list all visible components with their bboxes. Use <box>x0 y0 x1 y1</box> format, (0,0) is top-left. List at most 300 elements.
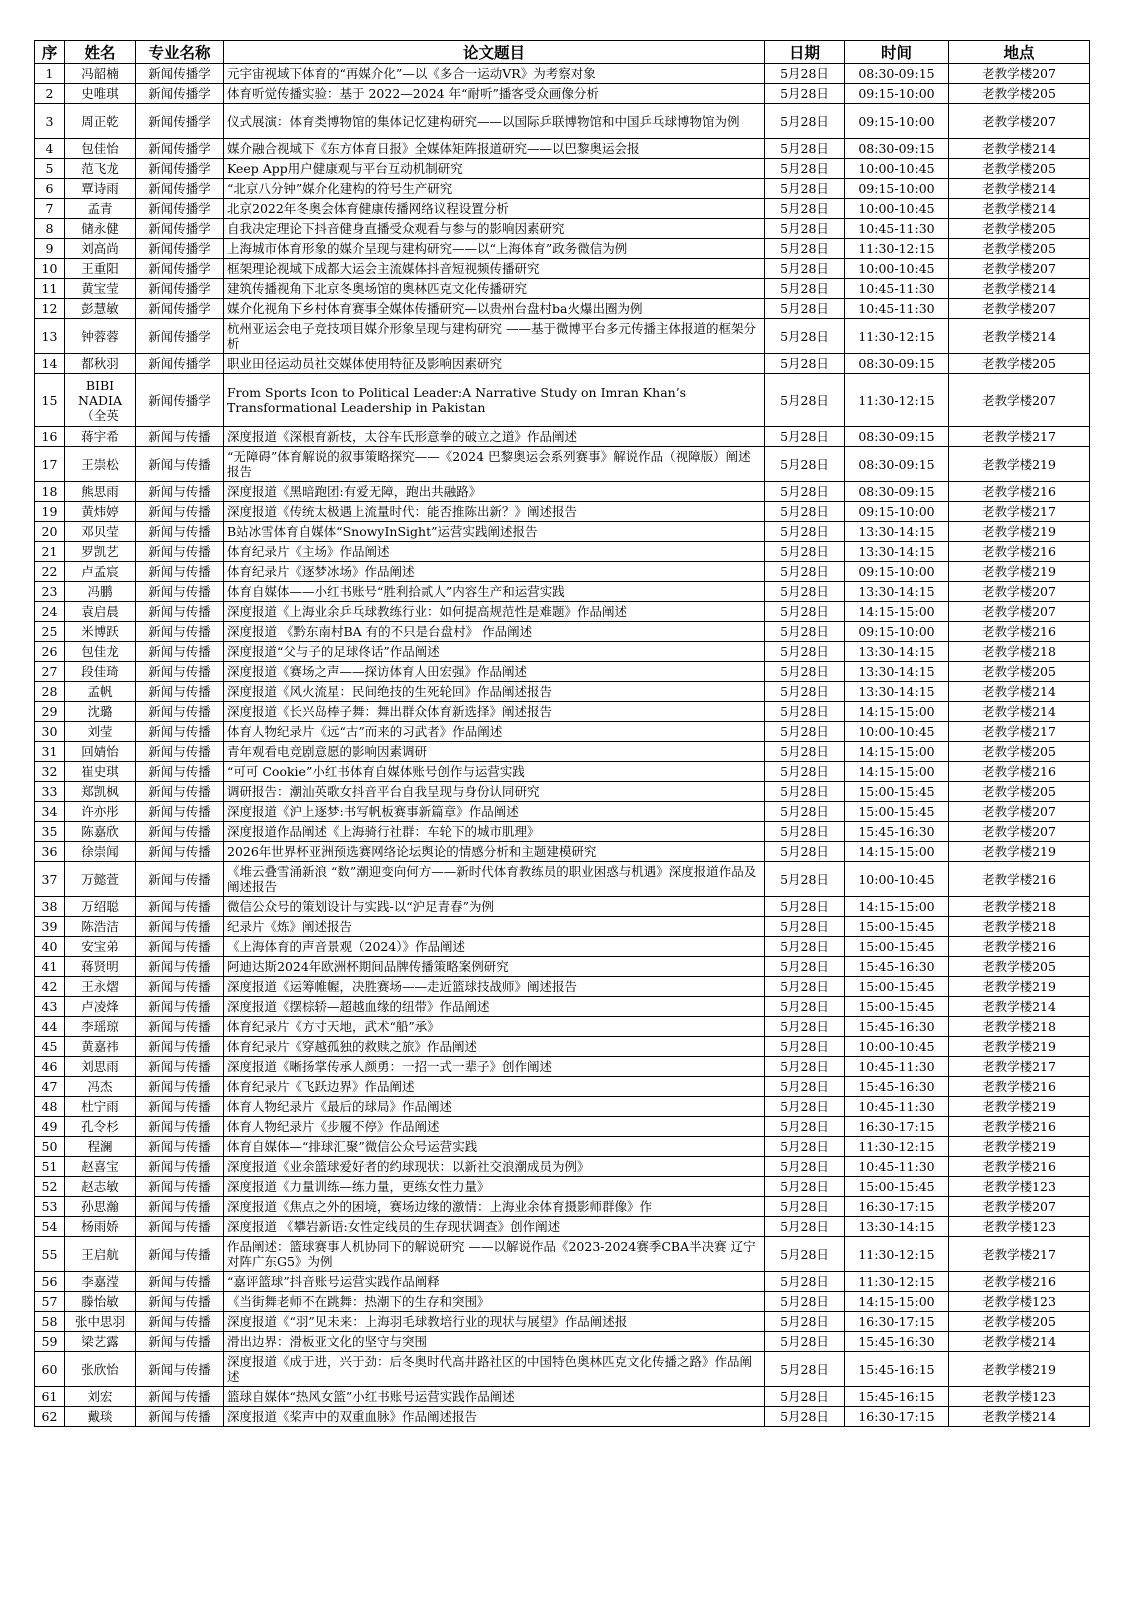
table-row <box>35 447 1090 482</box>
table-row <box>35 279 1090 299</box>
student-name: 覃诗雨 <box>65 179 136 199</box>
student-name: 包佳龙 <box>65 642 136 662</box>
row-number: 31 <box>35 742 65 762</box>
major-name: 新闻与传播 <box>136 822 224 842</box>
defense-location: 老教学楼219 <box>949 1097 1090 1117</box>
row-number: 20 <box>35 522 65 542</box>
thesis-title: 深度报道 《黔东南村BA 有的不只是台盘村》 作品阐述 <box>224 622 765 642</box>
defense-time: 10:00-10:45 <box>845 862 949 897</box>
defense-location: 老教学楼205 <box>949 354 1090 374</box>
defense-date: 5月28日 <box>765 1312 845 1332</box>
major-name: 新闻传播学 <box>136 299 224 319</box>
defense-location: 老教学楼219 <box>949 562 1090 582</box>
defense-date: 5月28日 <box>765 1197 845 1217</box>
student-name: 孙思瀚 <box>65 1197 136 1217</box>
defense-location: 老教学楼123 <box>949 1217 1090 1237</box>
table-row <box>35 702 1090 722</box>
student-name: 冯杰 <box>65 1077 136 1097</box>
student-name: 袁启晨 <box>65 602 136 622</box>
defense-date: 5月28日 <box>765 447 845 482</box>
defense-time: 15:00-15:45 <box>845 802 949 822</box>
thesis-title: 深度报道《深根育新枝，太谷车氏形意拳的破立之道》作品阐述 <box>224 427 765 447</box>
table-row <box>35 179 1090 199</box>
defense-date: 5月28日 <box>765 642 845 662</box>
student-name: 段佳琦 <box>65 662 136 682</box>
major-name: 新闻与传播 <box>136 562 224 582</box>
student-name: 冯韶楠 <box>65 64 136 84</box>
row-number: 41 <box>35 957 65 977</box>
defense-date: 5月28日 <box>765 84 845 104</box>
table-row <box>35 562 1090 582</box>
table-row <box>35 1272 1090 1292</box>
thesis-title: 上海城市体育形象的媒介呈现与建构研究——以“上海体育”政务微信为例 <box>224 239 765 259</box>
major-name: 新闻与传播 <box>136 1077 224 1097</box>
defense-location: 老教学楼219 <box>949 1037 1090 1057</box>
table-row <box>35 802 1090 822</box>
student-name: 赵志敏 <box>65 1177 136 1197</box>
defense-time: 08:30-09:15 <box>845 427 949 447</box>
row-number: 15 <box>35 374 65 427</box>
defense-time: 16:30-17:15 <box>845 1312 949 1332</box>
defense-date: 5月28日 <box>765 1097 845 1117</box>
defense-location: 老教学楼218 <box>949 917 1090 937</box>
defense-time: 15:00-15:45 <box>845 1177 949 1197</box>
major-name: 新闻与传播 <box>136 782 224 802</box>
major-name: 新闻与传播 <box>136 722 224 742</box>
table-row <box>35 1352 1090 1387</box>
row-number: 36 <box>35 842 65 862</box>
defense-date: 5月28日 <box>765 562 845 582</box>
header-time: 时间 <box>845 41 949 64</box>
defense-date: 5月28日 <box>765 997 845 1017</box>
major-name: 新闻与传播 <box>136 682 224 702</box>
defense-location: 老教学楼216 <box>949 1077 1090 1097</box>
defense-location: 老教学楼205 <box>949 782 1090 802</box>
defense-location: 老教学楼214 <box>949 139 1090 159</box>
defense-time: 09:15-10:00 <box>845 179 949 199</box>
student-name: 万懿萱 <box>65 862 136 897</box>
row-number: 27 <box>35 662 65 682</box>
defense-time: 15:45-16:30 <box>845 1077 949 1097</box>
defense-time: 08:30-09:15 <box>845 447 949 482</box>
row-number: 22 <box>35 562 65 582</box>
defense-time: 15:00-15:45 <box>845 997 949 1017</box>
thesis-title: 体育听觉传播实验：基于 2022—2024 年“耐听”播客受众画像分析 <box>224 84 765 104</box>
student-name: 罗凯艺 <box>65 542 136 562</box>
student-name: 蒋贤明 <box>65 957 136 977</box>
defense-time: 15:45-16:30 <box>845 1017 949 1037</box>
defense-location: 老教学楼123 <box>949 1177 1090 1197</box>
major-name: 新闻与传播 <box>136 1237 224 1272</box>
defense-time: 09:15-10:00 <box>845 562 949 582</box>
defense-date: 5月28日 <box>765 897 845 917</box>
table-row <box>35 84 1090 104</box>
thesis-title: 深度报道《传统太极遇上流量时代：能否推陈出新？》阐述报告 <box>224 502 765 522</box>
defense-time: 11:30-12:15 <box>845 1137 949 1157</box>
major-name: 新闻传播学 <box>136 259 224 279</box>
row-number: 18 <box>35 482 65 502</box>
defense-time: 14:15-15:00 <box>845 702 949 722</box>
row-number: 12 <box>35 299 65 319</box>
major-name: 新闻与传播 <box>136 1332 224 1352</box>
student-name: BIBI NADIA（全英 <box>65 374 136 427</box>
table-row <box>35 239 1090 259</box>
thesis-title: 青年观看电竞剧意愿的影响因素调研 <box>224 742 765 762</box>
major-name: 新闻传播学 <box>136 319 224 354</box>
table-row <box>35 1117 1090 1137</box>
thesis-title: 北京2022年冬奥会体育健康传播网络议程设置分析 <box>224 199 765 219</box>
defense-location: 老教学楼216 <box>949 862 1090 897</box>
defense-time: 10:45-11:30 <box>845 1157 949 1177</box>
major-name: 新闻传播学 <box>136 239 224 259</box>
defense-time: 15:45-16:15 <box>845 1387 949 1407</box>
table-row <box>35 64 1090 84</box>
defense-date: 5月28日 <box>765 104 845 139</box>
defense-date: 5月28日 <box>765 682 845 702</box>
table-row <box>35 1017 1090 1037</box>
defense-date: 5月28日 <box>765 374 845 427</box>
thesis-title: 深度报道 《攀岩新语:女性定线员的生存现状调查》创作阐述 <box>224 1217 765 1237</box>
row-number: 55 <box>35 1237 65 1272</box>
student-name: 蒋宇希 <box>65 427 136 447</box>
header-row <box>35 41 1090 64</box>
major-name: 新闻与传播 <box>136 1292 224 1312</box>
thesis-title: 职业田径运动员社交媒体使用特征及影响因素研究 <box>224 354 765 374</box>
defense-time: 10:45-11:30 <box>845 219 949 239</box>
defense-time: 15:00-15:45 <box>845 937 949 957</box>
student-name: 史唯琪 <box>65 84 136 104</box>
thesis-title: 体育人物纪录片《步履不停》作品阐述 <box>224 1117 765 1137</box>
defense-location: 老教学楼214 <box>949 1407 1090 1427</box>
defense-location: 老教学楼219 <box>949 522 1090 542</box>
thesis-title: “无障碍”体育解说的叙事策略探究——《2024 巴黎奥运会系列赛事》解说作品（视障版）阐述报告 <box>224 447 765 482</box>
thesis-title: 体育纪录片《逐梦冰场》作品阐述 <box>224 562 765 582</box>
student-name: 卢孟宸 <box>65 562 136 582</box>
defense-location: 老教学楼207 <box>949 582 1090 602</box>
thesis-title: 深度报道“父与子的足球佟话”作品阐述 <box>224 642 765 662</box>
major-name: 新闻与传播 <box>136 862 224 897</box>
student-name: 回婧怡 <box>65 742 136 762</box>
defense-date: 5月28日 <box>765 1332 845 1352</box>
defense-date: 5月28日 <box>765 662 845 682</box>
table-row <box>35 1292 1090 1312</box>
student-name: 张中思羽 <box>65 1312 136 1332</box>
defense-location: 老教学楼219 <box>949 447 1090 482</box>
defense-date: 5月28日 <box>765 582 845 602</box>
row-number: 19 <box>35 502 65 522</box>
defense-date: 5月28日 <box>765 917 845 937</box>
defense-time: 10:45-11:30 <box>845 279 949 299</box>
row-number: 2 <box>35 84 65 104</box>
student-name: 卢凌烽 <box>65 997 136 1017</box>
row-number: 57 <box>35 1292 65 1312</box>
defense-time: 13:30-14:15 <box>845 1217 949 1237</box>
major-name: 新闻与传播 <box>136 742 224 762</box>
defense-location: 老教学楼217 <box>949 427 1090 447</box>
student-name: 包佳怡 <box>65 139 136 159</box>
defense-time: 10:45-11:30 <box>845 1057 949 1077</box>
row-number: 29 <box>35 702 65 722</box>
student-name: 程澜 <box>65 1137 136 1157</box>
major-name: 新闻与传播 <box>136 622 224 642</box>
table-row <box>35 782 1090 802</box>
table-row <box>35 842 1090 862</box>
defense-date: 5月28日 <box>765 1272 845 1292</box>
defense-date: 5月28日 <box>765 702 845 722</box>
defense-location: 老教学楼214 <box>949 199 1090 219</box>
major-name: 新闻与传播 <box>136 897 224 917</box>
defense-date: 5月28日 <box>765 1237 845 1272</box>
major-name: 新闻传播学 <box>136 84 224 104</box>
defense-location: 老教学楼214 <box>949 279 1090 299</box>
header-place: 地点 <box>949 41 1090 64</box>
defense-date: 5月28日 <box>765 319 845 354</box>
thesis-title: 作品阐述：篮球赛事人机协同下的解说研究 ——以解说作品《2023-2024赛季CBA半决赛 辽宁对阵广东G5》为例 <box>224 1237 765 1272</box>
row-number: 51 <box>35 1157 65 1177</box>
row-number: 61 <box>35 1387 65 1407</box>
thesis-title: 自我决定理论下抖音健身直播受众观看与参与的影响因素研究 <box>224 219 765 239</box>
row-number: 58 <box>35 1312 65 1332</box>
row-number: 46 <box>35 1057 65 1077</box>
major-name: 新闻与传播 <box>136 447 224 482</box>
student-name: 周正乾 <box>65 104 136 139</box>
defense-location: 老教学楼207 <box>949 1197 1090 1217</box>
defense-time: 15:00-15:45 <box>845 977 949 997</box>
defense-time: 10:00-10:45 <box>845 159 949 179</box>
student-name: 戴琰 <box>65 1407 136 1427</box>
student-name: 孟帆 <box>65 682 136 702</box>
table-row <box>35 582 1090 602</box>
thesis-title: Keep App用户健康观与平台互动机制研究 <box>224 159 765 179</box>
defense-date: 5月28日 <box>765 502 845 522</box>
table-row <box>35 1177 1090 1197</box>
table-row <box>35 997 1090 1017</box>
thesis-title: “嘉评篮球”抖音账号运营实践作品阐释 <box>224 1272 765 1292</box>
table-row <box>35 319 1090 354</box>
defense-date: 5月28日 <box>765 279 845 299</box>
row-number: 33 <box>35 782 65 802</box>
student-name: 钟蓉蓉 <box>65 319 136 354</box>
student-name: 熊思雨 <box>65 482 136 502</box>
major-name: 新闻与传播 <box>136 1097 224 1117</box>
defense-location: 老教学楼218 <box>949 1017 1090 1037</box>
row-number: 38 <box>35 897 65 917</box>
thesis-title: 阿迪达斯2024年欧洲杯期间品牌传播策略案例研究 <box>224 957 765 977</box>
student-name: 王崇松 <box>65 447 136 482</box>
thesis-title: 深度报道《运筹帷幄，决胜赛场——走近篮球技战师》阐述报告 <box>224 977 765 997</box>
thesis-title: 《上海体育的声音景观（2024）》作品阐述 <box>224 937 765 957</box>
table-row <box>35 937 1090 957</box>
major-name: 新闻与传播 <box>136 1312 224 1332</box>
thesis-title: 深度报道《焦点之外的困境，赛场边缘的激情：上海业余体育摄影师群像》作 <box>224 1197 765 1217</box>
student-name: 邓贝莹 <box>65 522 136 542</box>
thesis-title: 媒介化视角下乡村体育赛事全媒体传播研究—以贵州台盘村ba火爆出圈为例 <box>224 299 765 319</box>
major-name: 新闻与传播 <box>136 642 224 662</box>
defense-date: 5月28日 <box>765 139 845 159</box>
major-name: 新闻与传播 <box>136 1117 224 1137</box>
table-row <box>35 159 1090 179</box>
header-name: 姓名 <box>65 41 136 64</box>
row-number: 39 <box>35 917 65 937</box>
defense-date: 5月28日 <box>765 1137 845 1157</box>
table-row <box>35 104 1090 139</box>
table-row <box>35 139 1090 159</box>
major-name: 新闻与传播 <box>136 957 224 977</box>
defense-location: 老教学楼216 <box>949 1272 1090 1292</box>
table-row <box>35 862 1090 897</box>
defense-time: 14:15-15:00 <box>845 602 949 622</box>
defense-time: 13:30-14:15 <box>845 682 949 702</box>
table-row <box>35 199 1090 219</box>
row-number: 10 <box>35 259 65 279</box>
major-name: 新闻与传播 <box>136 1017 224 1037</box>
major-name: 新闻传播学 <box>136 374 224 427</box>
table-row <box>35 722 1090 742</box>
student-name: 黄嘉祎 <box>65 1037 136 1057</box>
major-name: 新闻传播学 <box>136 104 224 139</box>
defense-date: 5月28日 <box>765 722 845 742</box>
row-number: 13 <box>35 319 65 354</box>
row-number: 44 <box>35 1017 65 1037</box>
defense-date: 5月28日 <box>765 259 845 279</box>
row-number: 50 <box>35 1137 65 1157</box>
thesis-title: 体育纪录片《主场》作品阐述 <box>224 542 765 562</box>
defense-location: 老教学楼205 <box>949 239 1090 259</box>
defense-location: 老教学楼207 <box>949 374 1090 427</box>
thesis-title: 深度报道《业余篮球爱好者的约球现状：以新社交浪潮成员为例》 <box>224 1157 765 1177</box>
student-name: 李嘉滢 <box>65 1272 136 1292</box>
defense-location: 老教学楼123 <box>949 1387 1090 1407</box>
defense-time: 11:30-12:15 <box>845 374 949 427</box>
defense-time: 10:00-10:45 <box>845 199 949 219</box>
defense-location: 老教学楼214 <box>949 702 1090 722</box>
defense-location: 老教学楼205 <box>949 742 1090 762</box>
defense-time: 10:00-10:45 <box>845 259 949 279</box>
defense-date: 5月28日 <box>765 1077 845 1097</box>
defense-time: 08:30-09:15 <box>845 354 949 374</box>
defense-date: 5月28日 <box>765 542 845 562</box>
table-row <box>35 1312 1090 1332</box>
defense-location: 老教学楼205 <box>949 1312 1090 1332</box>
header-title: 论文题目 <box>224 41 765 64</box>
thesis-title: 仪式展演：体育类博物馆的集体记忆建构研究——以国际乒联博物馆和中国乒乓球博物馆为例 <box>224 104 765 139</box>
table-row <box>35 622 1090 642</box>
row-number: 40 <box>35 937 65 957</box>
student-name: 滕怡敏 <box>65 1292 136 1312</box>
defense-location: 老教学楼216 <box>949 482 1090 502</box>
defense-time: 13:30-14:15 <box>845 582 949 602</box>
row-number: 3 <box>35 104 65 139</box>
major-name: 新闻与传播 <box>136 582 224 602</box>
row-number: 5 <box>35 159 65 179</box>
thesis-title: 深度报道《力量训练—练力量，更练女性力量》 <box>224 1177 765 1197</box>
table-row <box>35 1387 1090 1407</box>
thesis-title: “可可 Cookie”小红书体育自媒体账号创作与运营实践 <box>224 762 765 782</box>
defense-time: 16:30-17:15 <box>845 1117 949 1137</box>
thesis-title: 《当街舞老师不在跳舞：热潮下的生存和突围》 <box>224 1292 765 1312</box>
defense-time: 10:45-11:30 <box>845 299 949 319</box>
major-name: 新闻与传播 <box>136 602 224 622</box>
major-name: 新闻与传播 <box>136 542 224 562</box>
row-number: 1 <box>35 64 65 84</box>
row-number: 8 <box>35 219 65 239</box>
defense-date: 5月28日 <box>765 1157 845 1177</box>
student-name: 刘宏 <box>65 1387 136 1407</box>
table-row <box>35 1332 1090 1352</box>
defense-location: 老教学楼218 <box>949 897 1090 917</box>
table-row <box>35 354 1090 374</box>
table-row <box>35 1097 1090 1117</box>
student-name: 彭慧敏 <box>65 299 136 319</box>
thesis-title: 深度报道《“羽”见未来：上海羽毛球教培行业的现状与展望》作品阐述报 <box>224 1312 765 1332</box>
defense-time: 16:30-17:15 <box>845 1407 949 1427</box>
defense-date: 5月28日 <box>765 1292 845 1312</box>
row-number: 23 <box>35 582 65 602</box>
thesis-title: 深度报道《上海业余乒乓球教练行业：如何提高规范性是难题》作品阐述 <box>224 602 765 622</box>
defense-location: 老教学楼216 <box>949 937 1090 957</box>
thesis-title: 体育自媒体—“排球汇聚”微信公众号运营实践 <box>224 1137 765 1157</box>
header-no: 序 <box>35 41 65 64</box>
thesis-title: 深度报道《桨声中的双重血脉》作品阐述报告 <box>224 1407 765 1427</box>
row-number: 37 <box>35 862 65 897</box>
student-name: 王永熠 <box>65 977 136 997</box>
defense-date: 5月28日 <box>765 1352 845 1387</box>
defense-time: 15:00-15:45 <box>845 917 949 937</box>
defense-time: 10:45-11:30 <box>845 1097 949 1117</box>
defense-location: 老教学楼205 <box>949 662 1090 682</box>
defense-date: 5月28日 <box>765 1037 845 1057</box>
table-row <box>35 602 1090 622</box>
defense-date: 5月28日 <box>765 1217 845 1237</box>
defense-location: 老教学楼219 <box>949 1352 1090 1387</box>
defense-location: 老教学楼207 <box>949 259 1090 279</box>
major-name: 新闻传播学 <box>136 199 224 219</box>
table-row <box>35 259 1090 279</box>
major-name: 新闻传播学 <box>136 64 224 84</box>
table-row <box>35 1077 1090 1097</box>
row-number: 6 <box>35 179 65 199</box>
table-row <box>35 1137 1090 1157</box>
major-name: 新闻与传播 <box>136 1057 224 1077</box>
table-row <box>35 957 1090 977</box>
row-number: 24 <box>35 602 65 622</box>
major-name: 新闻与传播 <box>136 1037 224 1057</box>
row-number: 54 <box>35 1217 65 1237</box>
row-number: 28 <box>35 682 65 702</box>
major-name: 新闻与传播 <box>136 997 224 1017</box>
thesis-title: 体育纪录片《穿越孤独的救赎之旅》作品阐述 <box>224 1037 765 1057</box>
thesis-title: From Sports Icon to Political Leader:A Narrative Study on Imran Khan’s Transformational Leadership in Pakistan <box>224 374 765 427</box>
table-row <box>35 762 1090 782</box>
student-name: 都秋羽 <box>65 354 136 374</box>
table-row <box>35 977 1090 997</box>
defense-time: 13:30-14:15 <box>845 522 949 542</box>
major-name: 新闻与传播 <box>136 1352 224 1387</box>
defense-time: 13:30-14:15 <box>845 642 949 662</box>
major-name: 新闻与传播 <box>136 937 224 957</box>
row-number: 47 <box>35 1077 65 1097</box>
major-name: 新闻与传播 <box>136 917 224 937</box>
defense-time: 13:30-14:15 <box>845 662 949 682</box>
student-name: 孟青 <box>65 199 136 219</box>
thesis-title: 深度报道《风火流星：民间绝技的生死轮回》作品阐述报告 <box>224 682 765 702</box>
defense-date: 5月28日 <box>765 159 845 179</box>
row-number: 16 <box>35 427 65 447</box>
row-number: 49 <box>35 1117 65 1137</box>
table-row <box>35 1057 1090 1077</box>
defense-time: 09:15-10:00 <box>845 104 949 139</box>
table-row <box>35 427 1090 447</box>
